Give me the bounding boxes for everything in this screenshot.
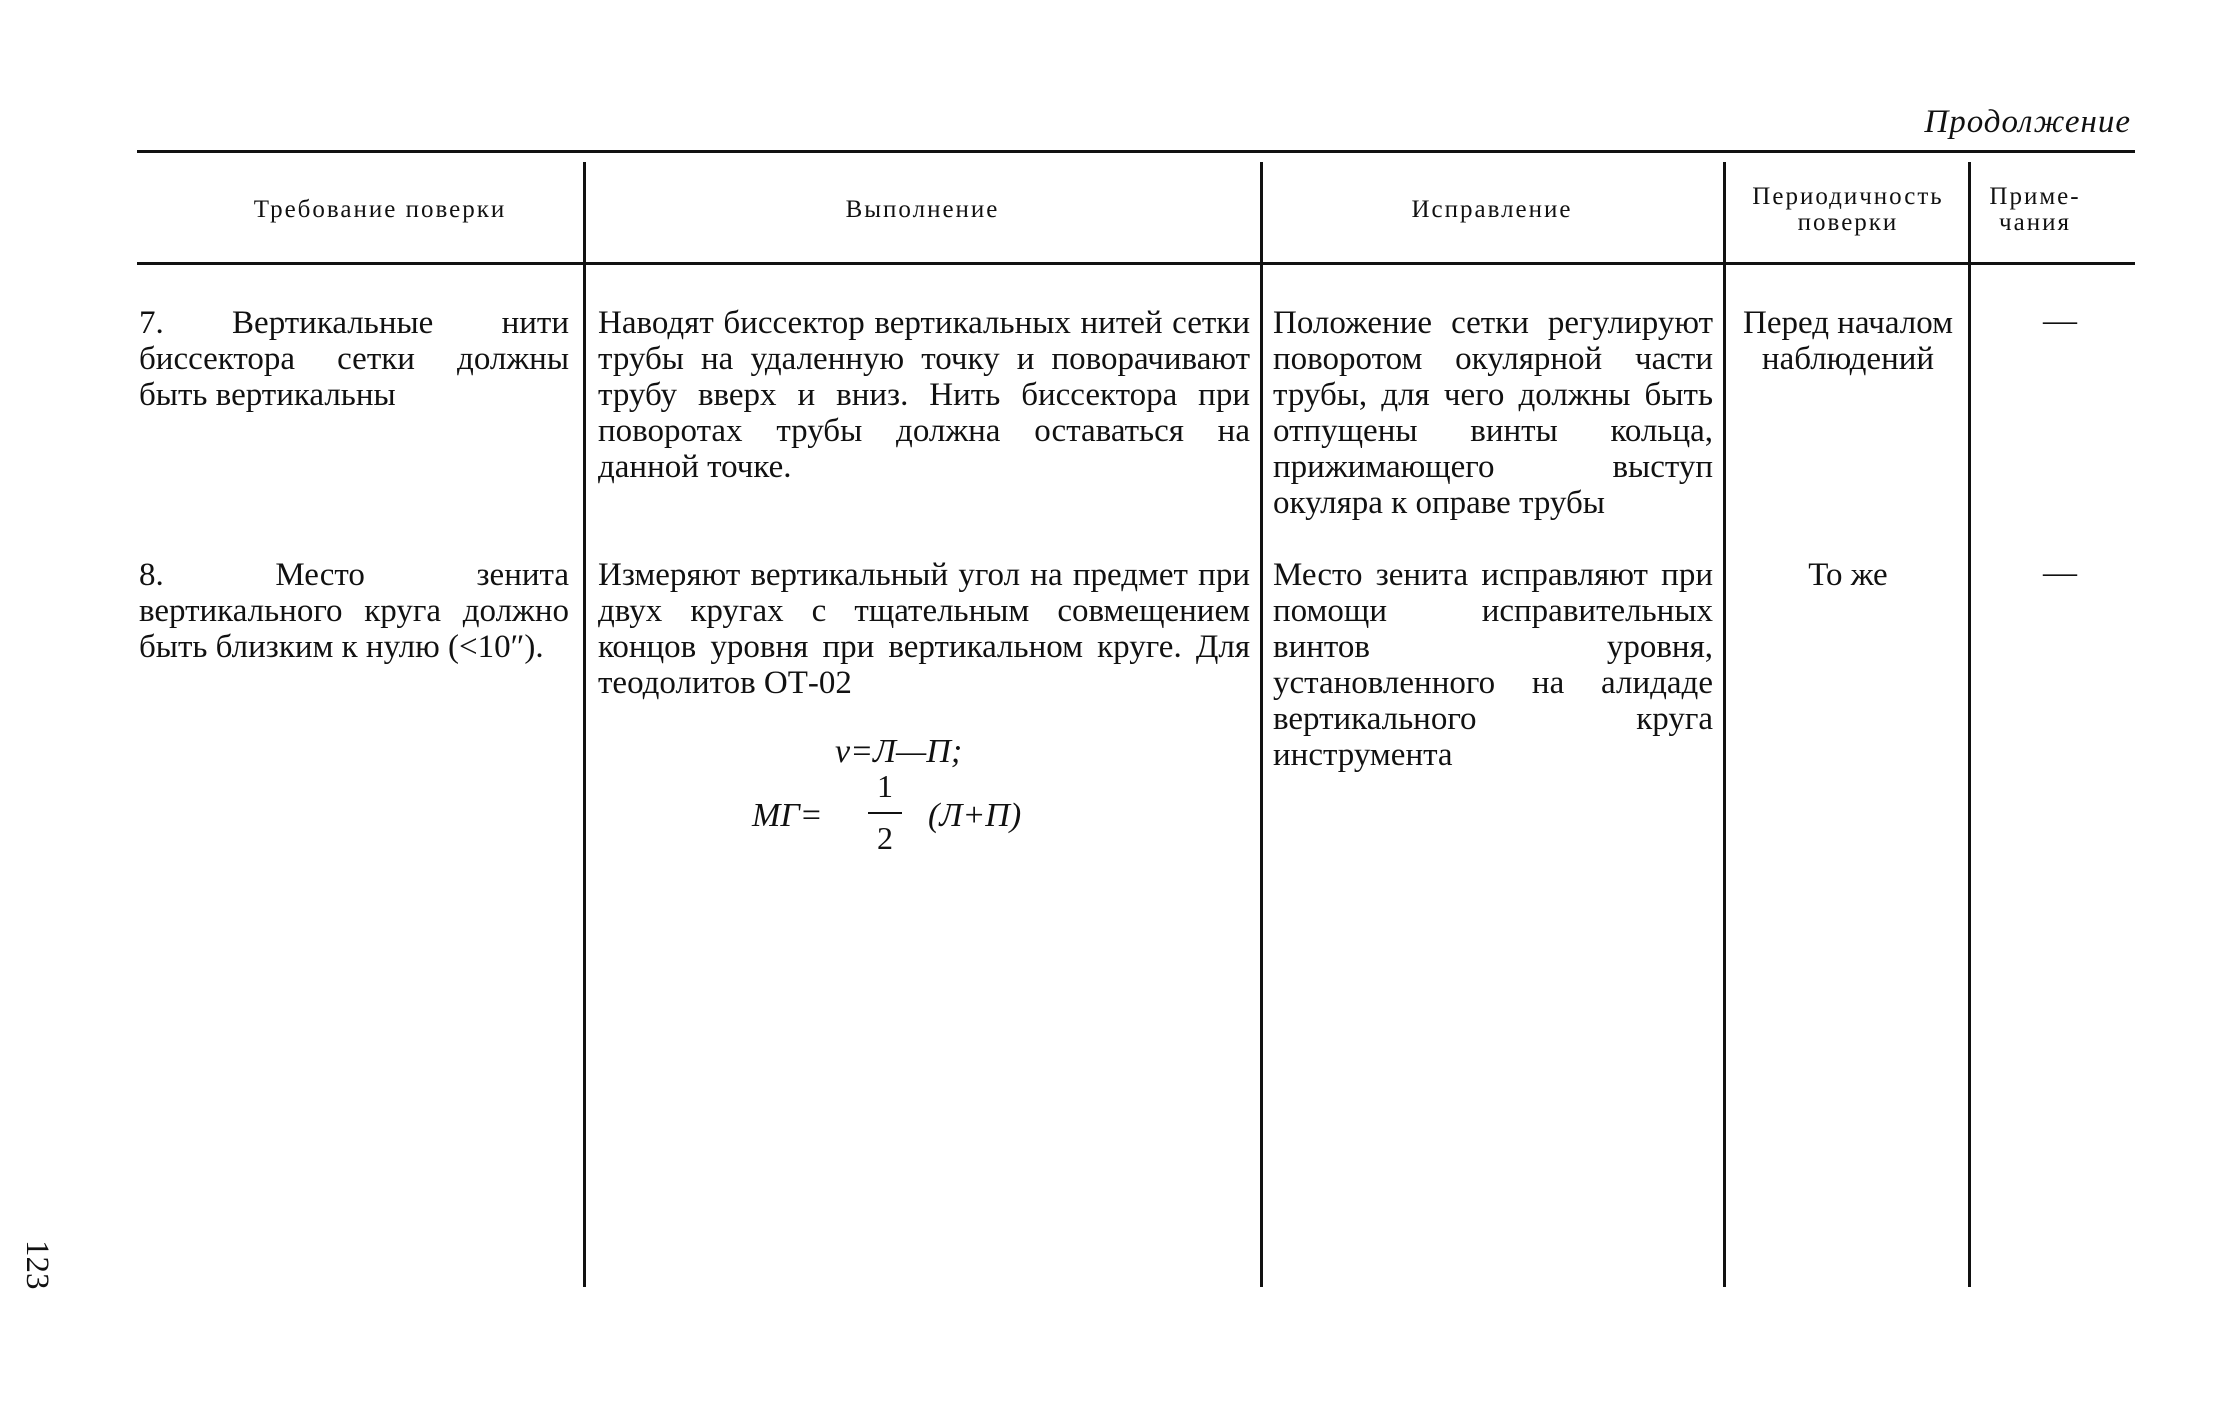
row-8-requirement: 8. Место зенита вертикального круга должно быть близким к нулю (<10″).: [139, 557, 569, 665]
row-7-requirement: 7. Вертикальные нити биссектора сетки должны быть вертикальны: [139, 305, 569, 413]
page-number: 123: [19, 1240, 55, 1290]
formula-mg-right: (Л+П): [928, 797, 1022, 834]
continuation-label: Продолжение: [1924, 104, 2131, 140]
formula-numerator: 1: [877, 768, 893, 804]
header-requirement: Требование поверки: [253, 196, 507, 223]
row-7-notes: —: [2043, 302, 2077, 339]
row-8-correction: Место зенита исправляют при помощи исправительных винтов уровня, установленного на алидаде вертикального круга инструмента: [1273, 557, 1713, 773]
column-divider-2: [1260, 162, 1263, 1287]
row-7-execution: Наводят биссектор вертикальных нитей сетки трубы на удаленную точку и поворачивают трубу вверх и вниз. Нить биссектора при поворотах трубы должна оставаться на данной точке.: [598, 305, 1250, 485]
formula-nu: ν=Л—П;: [835, 733, 963, 770]
column-divider-3: [1723, 162, 1726, 1287]
header-periodicity: Периодичность поверки: [1752, 183, 1944, 236]
header-correction: Исправление: [1411, 196, 1573, 223]
row-7-correction: Положение сетки регулируют поворотом окулярной части трубы, для чего должны быть отпущены винты кольца, прижимающего выступ окуляра к оправе трубы: [1273, 305, 1713, 521]
row-8-periodicity: То же: [1808, 557, 1888, 593]
formula-denominator: 2: [877, 820, 893, 856]
row-7-periodicity: Перед началом наблюдений: [1743, 305, 1953, 377]
column-divider-1: [583, 162, 586, 1287]
header-notes: Приме-чания: [1989, 183, 2081, 236]
row-8-notes: —: [2043, 554, 2077, 591]
formula-fraction-bar: [868, 812, 902, 814]
formula-mg-left: МГ=: [752, 797, 823, 834]
table-top-rule: [137, 150, 2135, 153]
table-header-rule: [137, 262, 2135, 265]
row-8-execution: Измеряют вертикальный угол на предмет при двух кругах с тщательным совмещением концов уровня при вертикальном круге. Для теодолитов ОТ-02: [598, 557, 1250, 701]
column-divider-4: [1968, 162, 1971, 1287]
header-execution: Выполнение: [845, 196, 1000, 223]
